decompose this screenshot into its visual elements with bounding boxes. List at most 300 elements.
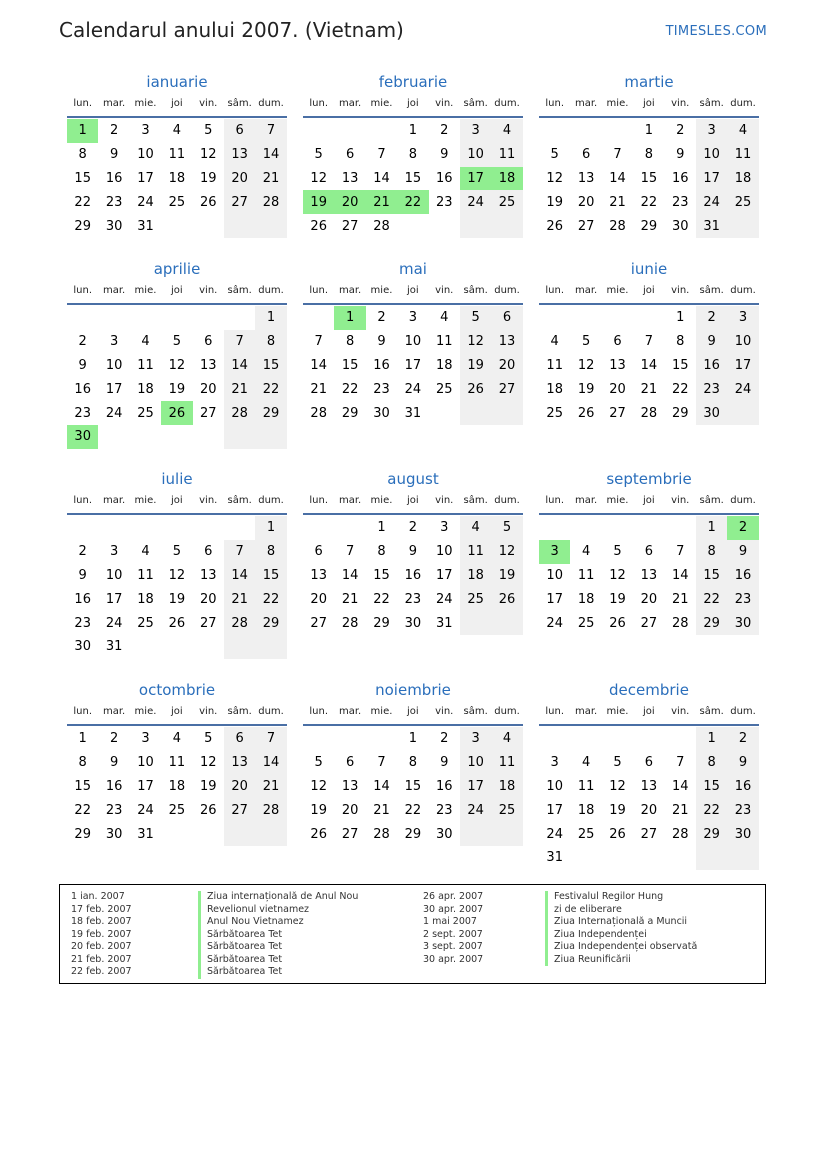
- month-name: aprilie: [153, 260, 201, 278]
- day-cell: 25: [168, 194, 186, 210]
- day-cell: 17: [137, 778, 154, 794]
- day-cell: 13: [199, 357, 217, 373]
- day-cell: 1: [644, 123, 653, 139]
- day-cell: 4: [172, 123, 181, 139]
- day-cell: 2: [440, 123, 449, 139]
- day-cell: 27: [310, 615, 327, 631]
- empty-cell: [303, 306, 334, 330]
- day-cell: 24: [435, 591, 453, 607]
- day-cell: 26: [310, 826, 327, 842]
- holiday-name: zi de eliberare: [545, 904, 697, 917]
- day-cell: 31: [137, 218, 154, 234]
- holidays-legend: [59, 884, 766, 984]
- day-cell: 28: [255, 190, 286, 214]
- weekday-label: sâm.: [463, 706, 488, 717]
- empty-cell: [224, 635, 255, 659]
- day-cell: 1: [676, 310, 685, 326]
- weekday-header: [67, 92, 287, 118]
- weekday-label: mie.: [134, 98, 157, 109]
- empty-cell: [224, 306, 255, 330]
- weekday-label: dum.: [258, 495, 284, 506]
- empty-cell: [570, 306, 601, 330]
- month-name: ianuarie: [146, 73, 208, 91]
- day-cell: 22: [397, 190, 428, 214]
- empty-cell: [602, 119, 633, 143]
- day-cell: 29: [74, 218, 91, 234]
- day-cell: 20: [341, 802, 359, 818]
- day-cell: 25: [491, 190, 522, 214]
- day-cell: 11: [491, 751, 522, 775]
- day-cell: 10: [546, 778, 563, 794]
- day-cell: 10: [696, 143, 727, 167]
- day-cell: 17: [460, 775, 491, 799]
- day-cell: 25: [491, 798, 522, 822]
- day-cell: 25: [577, 615, 595, 631]
- day-cell: 9: [109, 755, 119, 771]
- weekday-label: vin.: [671, 706, 690, 717]
- empty-cell: [334, 727, 365, 751]
- day-cell: 22: [255, 377, 286, 401]
- day-cell: 18: [577, 591, 595, 607]
- day-cell: 20: [199, 381, 217, 397]
- weekday-header: [303, 92, 523, 118]
- day-cell: 14: [671, 567, 689, 583]
- day-cell: 19: [460, 354, 491, 378]
- day-cell: 2: [727, 727, 758, 751]
- day-cell: 26: [460, 377, 491, 401]
- day-cell: 2: [78, 334, 87, 350]
- empty-cell: [67, 306, 98, 330]
- day-cell: 12: [310, 778, 327, 794]
- day-cell: 7: [377, 755, 386, 771]
- day-cell: 6: [581, 147, 591, 163]
- day-cell: 28: [373, 826, 390, 842]
- day-cell: 11: [137, 357, 154, 373]
- day-cell: 5: [491, 516, 522, 540]
- month-februarie: [303, 72, 523, 238]
- day-cell: 9: [727, 751, 758, 775]
- day-cell: 7: [613, 147, 622, 163]
- day-cell: 17: [546, 802, 563, 818]
- weekday-label: lun.: [73, 495, 93, 506]
- day-cell: 24: [404, 381, 422, 397]
- day-cell: 11: [491, 143, 522, 167]
- empty-cell: [224, 214, 255, 238]
- day-cell: 4: [172, 731, 181, 747]
- empty-cell: [602, 306, 633, 330]
- day-cell: 19: [199, 170, 217, 186]
- day-cell: 16: [435, 778, 453, 794]
- day-cell: 13: [640, 567, 658, 583]
- month-mai: [303, 259, 523, 425]
- day-cell: 21: [255, 775, 286, 799]
- weekday-label: dum.: [730, 495, 756, 506]
- day-cell: 29: [255, 611, 286, 635]
- day-grid: [303, 305, 523, 425]
- day-cell: 4: [581, 755, 591, 771]
- weekday-label: mie.: [606, 706, 629, 717]
- holiday-names-left: [198, 891, 358, 979]
- empty-cell: [161, 425, 192, 449]
- day-cell: 2: [78, 544, 87, 560]
- weekday-label: vin.: [199, 495, 218, 506]
- day-cell: 9: [676, 147, 685, 163]
- day-cell: 30: [404, 615, 422, 631]
- month-name: octombrie: [138, 681, 216, 699]
- day-cell: 18: [460, 564, 491, 588]
- day-cell: 9: [440, 147, 449, 163]
- day-cell: 26: [199, 802, 217, 818]
- day-cell: 24: [137, 802, 154, 818]
- day-cell: 3: [727, 306, 758, 330]
- day-cell: 1: [78, 731, 87, 747]
- day-cell: 27: [491, 377, 522, 401]
- day-cell: 27: [640, 615, 658, 631]
- holiday-name: Sărbătoarea Tet: [198, 966, 358, 979]
- day-cell: 18: [168, 778, 186, 794]
- day-cell: 5: [172, 334, 181, 350]
- holiday-name: Sărbătoarea Tet: [198, 941, 358, 954]
- day-cell: 25: [460, 587, 491, 611]
- day-cell: 12: [609, 778, 626, 794]
- day-cell: 14: [255, 751, 286, 775]
- weekday-label: sâm.: [227, 98, 252, 109]
- day-cell: 1: [408, 123, 417, 139]
- empty-cell: [539, 119, 570, 143]
- day-cell: 14: [310, 357, 327, 373]
- weekday-label: mar.: [102, 706, 126, 717]
- weekday-label: mar.: [102, 495, 126, 506]
- day-cell: 19: [199, 778, 217, 794]
- month-name: iulie: [161, 470, 193, 488]
- day-cell: 18: [546, 381, 563, 397]
- holiday-date: 26 apr. 2007: [423, 891, 484, 902]
- holiday-names-right: [545, 891, 697, 966]
- day-cell: 28: [310, 405, 327, 421]
- holiday-date: 1 ian. 2007: [71, 891, 125, 902]
- day-cell: 29: [373, 615, 390, 631]
- empty-cell: [303, 516, 334, 540]
- day-cell: 6: [314, 544, 323, 560]
- weekday-label: lun.: [73, 285, 93, 296]
- empty-cell: [161, 306, 192, 330]
- day-cell: 30: [727, 611, 758, 635]
- day-cell: 14: [609, 170, 626, 186]
- day-cell: 13: [341, 170, 359, 186]
- day-cell: 5: [550, 147, 559, 163]
- day-cell: 14: [373, 170, 390, 186]
- day-cell: 22: [74, 802, 91, 818]
- day-cell: 28: [671, 826, 689, 842]
- day-cell: 30: [67, 425, 98, 449]
- day-cell: 26: [310, 218, 327, 234]
- weekday-label: mar.: [338, 285, 362, 296]
- empty-cell: [334, 119, 365, 143]
- day-cell: 21: [224, 377, 255, 401]
- weekday-label: mar.: [338, 495, 362, 506]
- day-cell: 21: [609, 194, 626, 210]
- day-cell: 5: [172, 544, 181, 560]
- holiday-dates-left: [71, 891, 132, 979]
- weekday-label: dum.: [494, 285, 520, 296]
- day-cell: 2: [676, 123, 685, 139]
- weekday-label: lun.: [309, 98, 329, 109]
- empty-cell: [193, 425, 224, 449]
- empty-cell: [193, 516, 224, 540]
- month-name: martie: [624, 73, 674, 91]
- holiday-name: Sărbătoarea Tet: [198, 929, 358, 942]
- empty-cell: [193, 635, 224, 659]
- day-cell: 3: [141, 731, 150, 747]
- day-cell: 28: [224, 401, 255, 425]
- holiday-date: 22 feb. 2007: [71, 966, 132, 977]
- day-cell: 15: [74, 778, 91, 794]
- empty-cell: [491, 822, 522, 846]
- weekday-label: sâm.: [699, 495, 724, 506]
- day-cell: 8: [255, 540, 286, 564]
- day-cell: 22: [74, 194, 91, 210]
- holiday-date: 20 feb. 2007: [71, 941, 132, 952]
- day-cell: 20: [224, 167, 255, 191]
- day-cell: 28: [341, 615, 359, 631]
- day-cell: 21: [640, 381, 658, 397]
- day-cell: 18: [137, 591, 154, 607]
- day-cell: 18: [727, 167, 758, 191]
- day-cell: 29: [696, 822, 727, 846]
- weekday-label: sâm.: [699, 98, 724, 109]
- day-cell: 29: [640, 218, 658, 234]
- empty-cell: [98, 425, 129, 449]
- day-cell: 20: [640, 802, 658, 818]
- day-cell: 21: [671, 802, 689, 818]
- weekday-header: [67, 700, 287, 726]
- weekday-label: lun.: [545, 285, 565, 296]
- day-cell: 27: [341, 218, 359, 234]
- day-cell: 25: [727, 190, 758, 214]
- day-cell: 17: [435, 567, 453, 583]
- day-cell: 7: [224, 540, 255, 564]
- weekday-label: sâm.: [227, 285, 252, 296]
- day-cell: 1: [377, 520, 386, 536]
- day-cell: 28: [609, 218, 626, 234]
- day-cell: 11: [168, 147, 186, 163]
- empty-cell: [193, 822, 224, 846]
- day-cell: 17: [137, 170, 154, 186]
- day-cell: 2: [440, 731, 449, 747]
- day-cell: 3: [109, 334, 119, 350]
- day-cell: 16: [373, 357, 390, 373]
- day-cell: 22: [404, 802, 422, 818]
- day-cell: 16: [727, 564, 758, 588]
- weekday-label: sâm.: [463, 495, 488, 506]
- day-cell: 13: [640, 778, 658, 794]
- day-cell: 3: [460, 727, 491, 751]
- day-cell: 5: [314, 755, 323, 771]
- day-cell: 8: [78, 755, 87, 771]
- day-cell: 19: [303, 190, 334, 214]
- day-cell: 5: [314, 147, 323, 163]
- site-link[interactable]: TIMESLES.COM: [665, 24, 767, 39]
- month-name: august: [387, 470, 439, 488]
- day-grid: [303, 118, 523, 238]
- day-cell: 18: [435, 357, 453, 373]
- day-cell: 17: [727, 354, 758, 378]
- weekday-label: vin.: [435, 285, 454, 296]
- day-cell: 20: [334, 190, 365, 214]
- day-cell: 9: [440, 755, 449, 771]
- day-cell: 3: [460, 119, 491, 143]
- day-cell: 4: [491, 119, 522, 143]
- day-cell: 25: [435, 381, 453, 397]
- day-cell: 11: [546, 357, 563, 373]
- day-cell: 16: [74, 591, 91, 607]
- weekday-label: joi: [407, 495, 419, 506]
- holiday-dates-right: [423, 891, 483, 966]
- day-cell: 10: [546, 567, 563, 583]
- day-cell: 3: [141, 123, 150, 139]
- weekday-label: joi: [643, 706, 655, 717]
- day-cell: 29: [74, 826, 91, 842]
- day-cell: 26: [609, 615, 626, 631]
- day-cell: 15: [373, 567, 390, 583]
- day-cell: 20: [609, 381, 626, 397]
- day-cell: 29: [671, 405, 689, 421]
- day-grid: [303, 515, 523, 635]
- weekday-label: sâm.: [699, 706, 724, 717]
- day-cell: 10: [460, 143, 491, 167]
- day-cell: 24: [137, 194, 154, 210]
- weekday-label: lun.: [545, 98, 565, 109]
- day-grid: [303, 726, 523, 846]
- empty-cell: [665, 846, 696, 870]
- empty-cell: [303, 119, 334, 143]
- day-cell: 16: [105, 778, 123, 794]
- day-cell: 12: [168, 357, 186, 373]
- day-cell: 15: [696, 564, 727, 588]
- day-cell: 19: [609, 591, 626, 607]
- weekday-label: mie.: [606, 98, 629, 109]
- day-cell: 2: [408, 520, 417, 536]
- empty-cell: [633, 306, 664, 330]
- day-cell: 1: [408, 731, 417, 747]
- day-cell: 21: [373, 802, 390, 818]
- month-noiembrie: [303, 680, 523, 846]
- holiday-date: 3 sept. 2007: [423, 941, 483, 952]
- day-cell: 24: [727, 377, 758, 401]
- weekday-label: dum.: [494, 98, 520, 109]
- month-name: septembrie: [606, 470, 692, 488]
- day-cell: 26: [168, 615, 186, 631]
- day-cell: 16: [696, 354, 727, 378]
- day-cell: 21: [255, 167, 286, 191]
- day-cell: 18: [491, 775, 522, 799]
- day-cell: 24: [546, 615, 563, 631]
- day-cell: 20: [199, 591, 217, 607]
- day-cell: 23: [696, 377, 727, 401]
- day-cell: 23: [373, 381, 390, 397]
- day-cell: 30: [696, 401, 727, 425]
- empty-cell: [130, 516, 161, 540]
- day-cell: 8: [408, 147, 417, 163]
- empty-cell: [602, 846, 633, 870]
- weekday-label: dum.: [258, 285, 284, 296]
- empty-cell: [224, 822, 255, 846]
- day-cell: 11: [460, 540, 491, 564]
- weekday-label: mar.: [574, 706, 598, 717]
- day-cell: 4: [141, 334, 150, 350]
- empty-cell: [602, 727, 633, 751]
- month-name: decembrie: [609, 681, 689, 699]
- day-cell: 23: [435, 194, 453, 210]
- day-cell: 7: [255, 727, 286, 751]
- day-cell: 1: [696, 516, 727, 540]
- day-cell: 13: [577, 170, 595, 186]
- weekday-header: [539, 489, 759, 515]
- weekday-header: [303, 279, 523, 305]
- day-cell: 26: [546, 218, 563, 234]
- weekday-header: [539, 92, 759, 118]
- day-cell: 16: [105, 170, 123, 186]
- day-cell: 7: [676, 544, 685, 560]
- empty-cell: [67, 516, 98, 540]
- weekday-label: vin.: [671, 285, 690, 296]
- day-cell: 10: [435, 544, 453, 560]
- day-cell: 8: [78, 147, 87, 163]
- day-cell: 7: [224, 330, 255, 354]
- month-name: noiembrie: [375, 681, 451, 699]
- day-cell: 22: [696, 798, 727, 822]
- empty-cell: [161, 822, 192, 846]
- day-cell: 20: [640, 591, 658, 607]
- empty-cell: [727, 214, 758, 238]
- day-cell: 18: [577, 802, 595, 818]
- weekday-label: mar.: [338, 98, 362, 109]
- day-cell: 9: [377, 334, 386, 350]
- weekday-label: mar.: [574, 285, 598, 296]
- day-cell: 30: [74, 639, 91, 655]
- weekday-label: joi: [643, 98, 655, 109]
- month-iunie: [539, 259, 759, 425]
- day-cell: 23: [727, 798, 758, 822]
- empty-cell: [161, 635, 192, 659]
- day-cell: 26: [609, 826, 626, 842]
- weekday-label: joi: [171, 98, 183, 109]
- weekday-label: sâm.: [227, 706, 252, 717]
- day-cell: 14: [640, 357, 658, 373]
- day-cell: 8: [676, 334, 685, 350]
- weekday-label: lun.: [545, 706, 565, 717]
- day-cell: 12: [460, 330, 491, 354]
- empty-cell: [193, 306, 224, 330]
- weekday-label: lun.: [309, 706, 329, 717]
- day-cell: 9: [109, 147, 119, 163]
- day-cell: 14: [341, 567, 359, 583]
- empty-cell: [224, 425, 255, 449]
- empty-cell: [570, 516, 601, 540]
- day-cell: 8: [696, 540, 727, 564]
- day-cell: 30: [105, 826, 123, 842]
- day-cell: 8: [345, 334, 355, 350]
- day-cell: 31: [404, 405, 422, 421]
- day-cell: 29: [255, 401, 286, 425]
- day-cell: 3: [539, 540, 570, 564]
- day-cell: 12: [168, 567, 186, 583]
- day-cell: 6: [491, 306, 522, 330]
- weekday-label: mie.: [606, 495, 629, 506]
- day-cell: 1: [334, 306, 365, 330]
- day-cell: 9: [408, 544, 417, 560]
- day-cell: 21: [366, 190, 397, 214]
